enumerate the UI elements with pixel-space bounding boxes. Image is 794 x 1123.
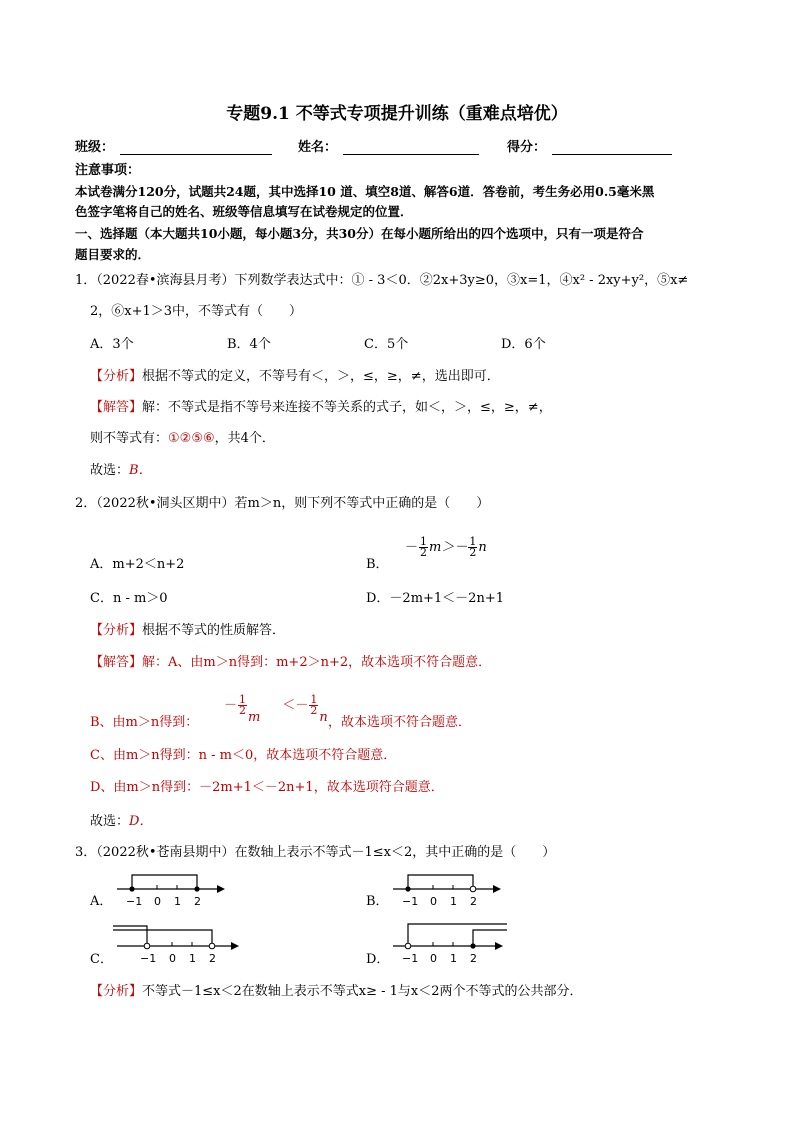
analysis-tag: 【分析】: [90, 984, 143, 999]
q3-option-c-number-line[interactable]: [113, 920, 243, 966]
closed-endpoint: [470, 943, 475, 948]
tick-label: 0: [430, 952, 437, 965]
closed-endpoint: [405, 886, 410, 891]
expr-middle: ＜－: [282, 698, 309, 713]
minus-sign: －: [224, 698, 238, 713]
open-endpoint: [144, 943, 150, 949]
answer-d-prefix: D、由m＞n得到：: [90, 780, 200, 795]
numerator: 1: [420, 535, 428, 548]
q2-answer-b-expression: [224, 693, 328, 725]
q3-stem: 3．（2022秋•苍南县期中）在数轴上表示不等式－1≤x＜2，其中正确的是（ ）: [75, 845, 556, 860]
result-suffix: ，共4个．: [214, 431, 275, 446]
answer-tag: 【解答】: [90, 400, 143, 415]
page-title: 专题9.1 不等式专项提升训练（重难点培优）: [226, 104, 568, 124]
notice-line-2: 色签字笔将自己的姓名、班级等信息填写在试卷规定的位置．: [75, 204, 413, 219]
denominator: 2: [239, 704, 247, 717]
notice-line-1: 本试卷满分120分，试题共24题，其中选择10 道、填空8道、解答6道．答卷前，考生务必用0.5毫米黑: [75, 184, 655, 199]
tick-label: 2: [470, 895, 477, 908]
q2-option-c[interactable]: C．n - m＞0: [90, 591, 168, 606]
answer-c-prefix: C、由m＞n得到：: [90, 748, 199, 763]
q1-choice: [90, 463, 152, 479]
numerator: 1: [310, 693, 318, 706]
analysis-text: 不等式－1≤x＜2在数轴上表示不等式x≥ - 1与x＜2两个不等式的公共部分．: [142, 984, 583, 999]
tick-label: 0: [154, 895, 161, 908]
tick-label: −1: [402, 952, 419, 965]
analysis-tag: 【分析】: [90, 623, 143, 638]
q3-option-b-label[interactable]: B．: [366, 894, 389, 909]
score-field[interactable]: [552, 140, 672, 160]
tick-label: 0: [430, 895, 437, 908]
denominator: 2: [310, 704, 318, 717]
answer-tag: 【解答】: [90, 655, 143, 670]
q2-stem: 2．（2022秋•洞头区期中）若m＞n，则下列不等式中正确的是（ ）: [75, 496, 490, 511]
q3-analysis: [90, 984, 583, 1000]
q1-analysis: [90, 369, 500, 385]
name-label: 姓名：: [298, 140, 338, 155]
answer-c-suffix: ，故本选项不符合题意．: [253, 748, 397, 763]
analysis-text: 根据不等式的定义，不等号有＜，＞，≤，≥，≠，选出即可．: [142, 369, 500, 384]
tick-label: 2: [209, 952, 216, 965]
tick-label: 2: [194, 895, 201, 908]
open-endpoint: [209, 943, 215, 949]
fraction: [238, 695, 247, 716]
q3-option-d-label[interactable]: D．: [366, 952, 390, 967]
q2-option-b-expression[interactable]: [405, 535, 487, 561]
score-label: 得分：: [507, 140, 547, 155]
q1-answer: [90, 400, 552, 416]
tick-label: −1: [402, 895, 419, 908]
q1-option-d[interactable]: D．6个: [501, 337, 546, 352]
answer-a-suffix: ，故本选项不符合题意．: [348, 655, 492, 670]
q2-option-a[interactable]: A．m+2＜n+2: [90, 557, 185, 572]
denominator: 2: [420, 546, 428, 559]
tick-label: −1: [126, 895, 143, 908]
minus-sign: －: [405, 540, 419, 555]
q1-option-a[interactable]: A．3个: [90, 337, 134, 352]
choice-letter: D．: [129, 814, 153, 829]
q3-option-a-number-line[interactable]: [113, 868, 228, 910]
numerator: 1: [239, 693, 247, 706]
tick-label: 1: [450, 895, 457, 908]
choice-letter: B．: [129, 463, 152, 478]
expr-middle: m＞－: [429, 540, 468, 555]
section-heading-line-2: 题目要求的．: [75, 247, 151, 262]
tick-label: −1: [140, 952, 157, 965]
answer-text: 解：不等式是指不等号来连接不等关系的式子，如＜，＞，≤，≥，≠，: [142, 400, 552, 415]
denominator: 2: [469, 546, 477, 559]
q2-answer-b-suffix: ，故本选项不符合题意．: [328, 715, 472, 730]
tick-label: 2: [470, 952, 477, 965]
class-field[interactable]: [120, 140, 272, 160]
q2-option-d[interactable]: D．－2m+1＜－2n+1: [366, 591, 504, 606]
q2-answer-c: [90, 748, 396, 764]
fraction: [309, 695, 318, 716]
q1-stem-line-2: 2，⑥x+1＞3中，不等式有（ ）: [90, 304, 303, 319]
q2-analysis: [90, 623, 285, 639]
tick-label: 1: [189, 952, 196, 965]
choice-prefix: 故选：: [90, 463, 130, 478]
fraction: [419, 537, 428, 558]
result-prefix: 则不等式有：: [90, 431, 169, 446]
expr-end: n: [478, 540, 487, 555]
q2-choice: [90, 814, 152, 830]
analysis-tag: 【分析】: [90, 369, 143, 384]
variable-m: m: [248, 710, 261, 725]
q2-answer-d: [90, 780, 444, 796]
q3-option-c-label[interactable]: C．: [90, 952, 113, 967]
q3-option-d-number-line[interactable]: [389, 918, 507, 966]
answer-d-expression: －2m+1＜－2n+1: [199, 780, 314, 795]
answer-a-prefix: 解：A、由m＞n得到：: [142, 655, 277, 670]
q2-option-b-label[interactable]: B．: [366, 557, 389, 572]
name-field[interactable]: [343, 140, 479, 160]
closed-endpoint: [194, 886, 199, 891]
open-endpoint: [405, 943, 411, 949]
tick-label: 1: [450, 952, 457, 965]
choice-prefix: 故选：: [90, 814, 130, 829]
fraction: [468, 537, 477, 558]
answer-d-suffix: ，故本选项符合题意．: [313, 780, 444, 795]
q3-option-b-number-line[interactable]: [389, 868, 504, 910]
closed-endpoint: [129, 886, 134, 891]
q1-option-b[interactable]: B．4个: [227, 337, 271, 352]
answer-c-expression: n - m＜0: [198, 748, 254, 763]
result-marks: ①②⑤⑥: [168, 431, 215, 446]
tick-label: 1: [174, 895, 181, 908]
open-endpoint: [470, 886, 476, 892]
numerator: 1: [469, 535, 477, 548]
class-label: 班级：: [75, 140, 115, 155]
q1-stem-line-1: 1．（2022春•滨海县月考）下列数学表达式中：① - 3＜0．②2x+3y≥0，③x=1，④x² - 2xy+y²，⑤x≠: [75, 273, 689, 288]
q1-result: [90, 431, 275, 447]
answer-a-expression: m+2＞n+2: [276, 655, 349, 670]
analysis-text: 根据不等式的性质解答．: [142, 623, 286, 638]
notice-heading: 注意事项：: [75, 163, 141, 178]
q2-answer-a: [90, 655, 491, 671]
variable-n: n: [319, 710, 328, 725]
q3-option-a-label[interactable]: A．: [90, 894, 113, 909]
q1-option-c[interactable]: C．5个: [364, 337, 409, 352]
q2-answer-b-prefix: B、由m＞n得到：: [90, 715, 199, 730]
section-heading-line-1: 一、选择题（本大题共10小题，每小题3分，共30分）在每小题所给出的四个选项中，只有一项是符合: [75, 226, 644, 241]
tick-label: 0: [169, 952, 176, 965]
